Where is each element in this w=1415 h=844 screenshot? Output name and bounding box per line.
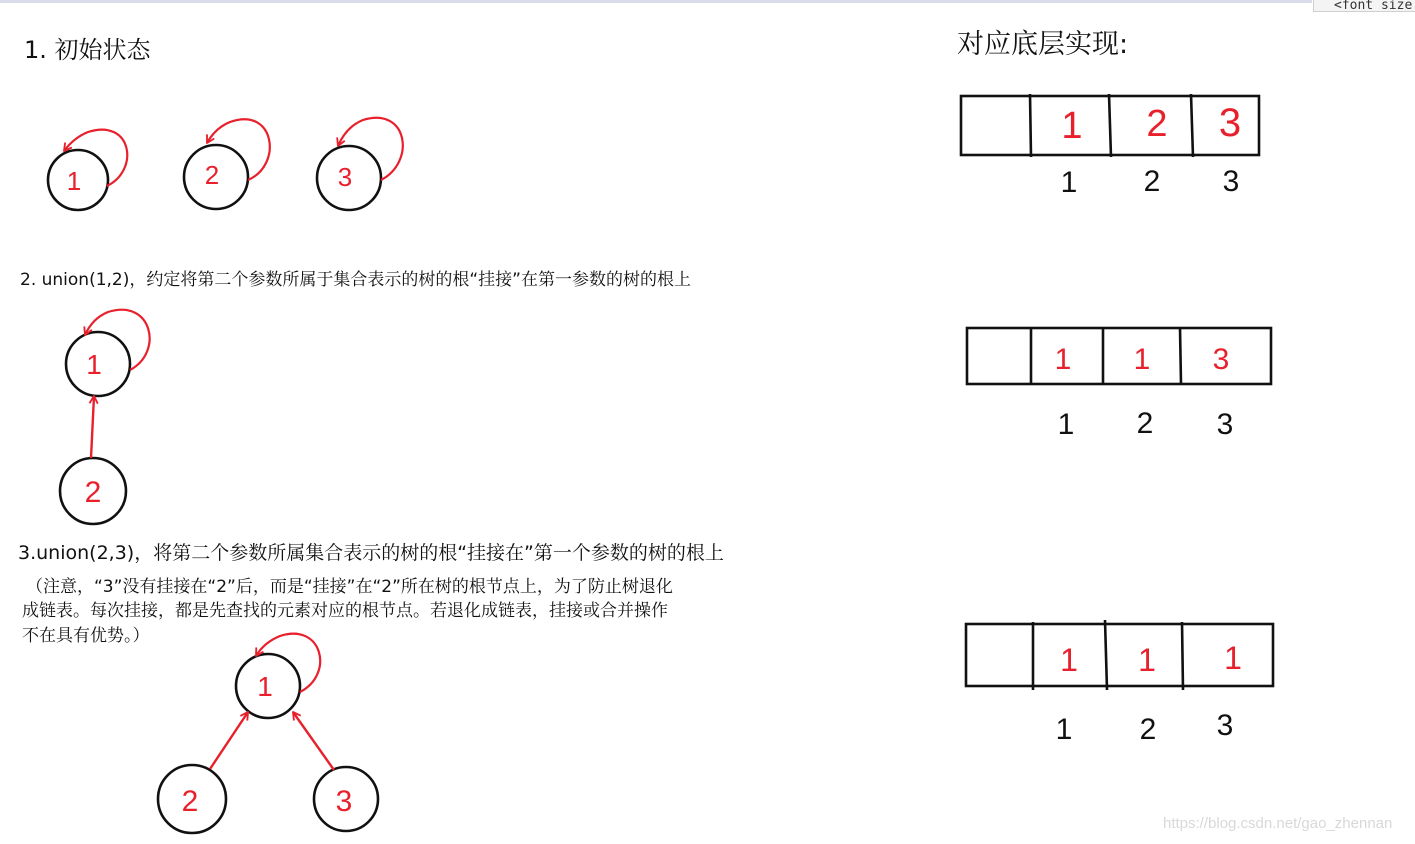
array-cell-value: 3 [1212,343,1230,376]
array-after-union-2-3 [966,620,1273,746]
section2-heading: 2. union(1,2)，约定将第二个参数所属于集合表示的树的根“挂接”在第一参数的树的根上 [20,270,691,290]
node-3 [317,118,403,210]
watermark: https://blog.csdn.net/gao_zhennan [1163,815,1393,832]
node-label: 2 [84,476,102,509]
array-index-label: 2 [1139,713,1157,746]
array-index-label: 3 [1216,408,1234,441]
parent-arrow-3-to-1 [293,712,334,770]
section3-note-line: （注意，“3”没有挂接在“2”后，而是“挂接”在“2”所在树的根节点上，为了防止树退化 [26,577,673,597]
node-label: 1 [86,349,102,380]
array-index-label: 3 [1216,709,1234,742]
section3-note-line: 不在具有优势。） [22,626,150,646]
section3-note-line: 成链表。每次挂接，都是先查找的元素对应的根节点。若退化成链表，挂接或合并操作 [22,601,668,621]
array-cell-value: 3 [1218,101,1242,145]
node-label: 3 [335,785,353,818]
node-1 [236,634,320,718]
array-cell-value: 1 [1054,343,1072,376]
node-3 [314,767,378,831]
right-panel-heading: 对应底层实现: [957,29,1129,60]
section3-heading: 3.union(2,3)，将第二个参数所属集合表示的树的根“挂接在”第一个参数的树的根上 [18,542,724,564]
parent-arrow-2-to-1 [210,712,248,769]
browser-corner-label: <font size [1313,0,1415,12]
array-index-label: 2 [1143,165,1161,198]
parent-arrow-2-to-1 [91,396,94,458]
node-1 [48,130,127,210]
array-cell-value: 1 [1061,105,1083,147]
array-index-label: 1 [1055,713,1073,746]
tree-after-union-1-2 [60,310,150,524]
tree-initial [48,118,403,210]
array-initial [961,94,1259,199]
node-1 [66,310,150,396]
array-cell-value: 1 [1138,642,1156,678]
array-index-label: 2 [1136,407,1154,440]
array-cell-value: 1 [1224,640,1242,676]
array-cell-value: 2 [1146,103,1168,145]
array-index-label: 1 [1057,408,1075,441]
array-index-label: 1 [1060,166,1078,199]
array-cell-value: 1 [1133,343,1151,376]
node-2 [60,458,126,524]
node-label: 2 [204,160,220,190]
node-label: 1 [66,166,82,196]
array-cell-value: 1 [1060,642,1078,678]
node-2 [184,119,270,209]
node-label: 2 [181,785,199,818]
node-label: 1 [257,671,273,702]
tree-after-union-2-3 [158,634,378,833]
node-label: 3 [337,162,353,192]
array-after-union-1-2 [967,328,1271,441]
array-index-label: 3 [1222,165,1240,198]
node-2 [158,765,226,833]
section1-heading: 1. 初始状态 [24,36,151,64]
